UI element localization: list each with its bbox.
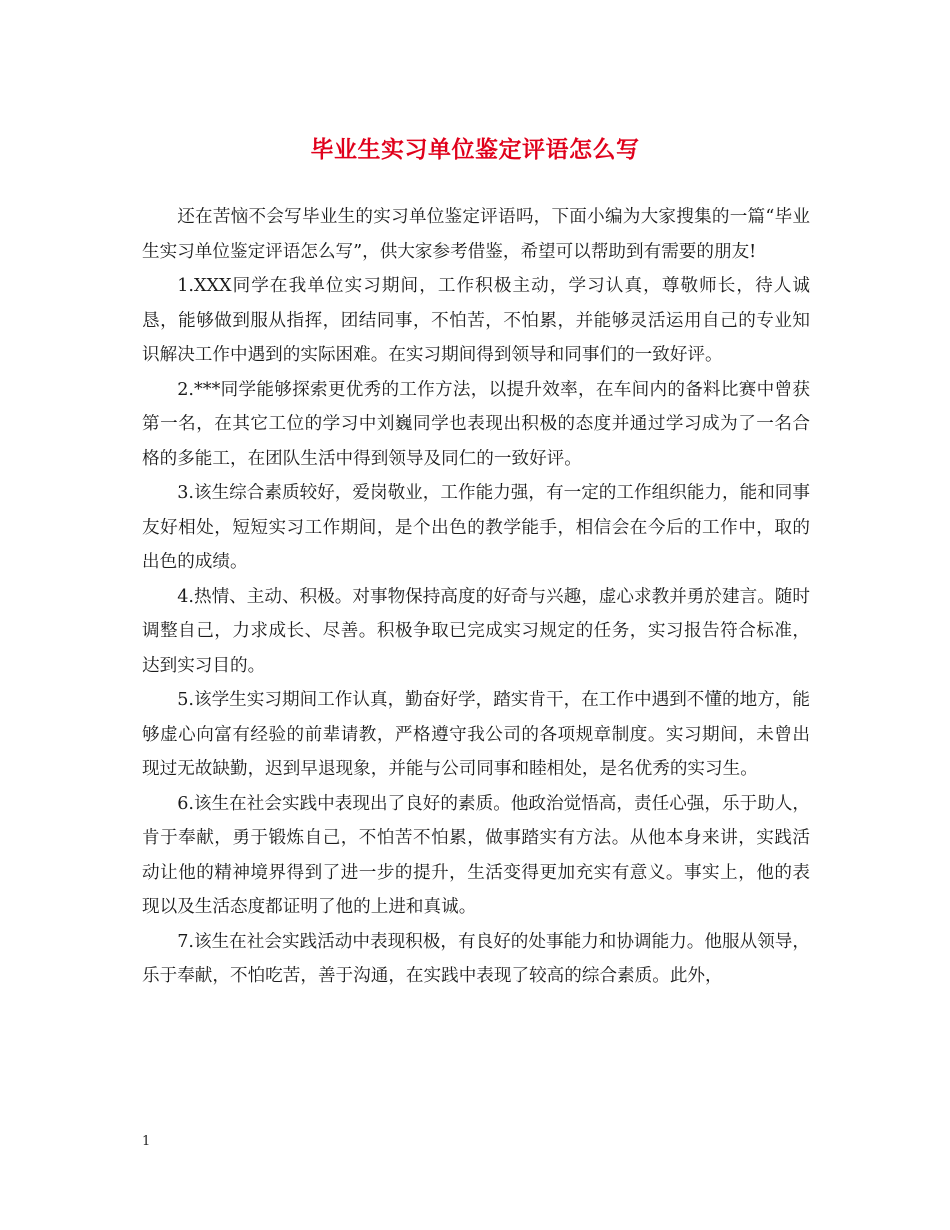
paragraph-item-4: 4.热情、主动、积极。对事物保持高度的好奇与兴趣，虚心求教并勇於建言。随时调整自己，力求成长、尽善。积极争取已完成实习规定的任务，实习报告符合标准，达到实习目的。: [142, 586, 810, 676]
paragraph-item-7: 7.该生在社会实践活动中表现积极，有良好的处事能力和协调能力。他服从领导，乐于奉献，不怕吃苦，善于沟通，在实践中表现了较高的综合素质。此外，: [142, 931, 810, 986]
intro-paragraph: 还在苦恼不会写毕业生的实习单位鉴定评语吗，下面小编为大家搜集的一篇“毕业生实习单位鉴定评语怎么写”，供大家参考借鉴，希望可以帮助到有需要的朋友!: [142, 207, 810, 262]
paragraph-item-2: 2.***同学能够探索更优秀的工作方法，以提升效率，在车间内的备料比赛中曾获第一名，在其它工位的学习中刘巍同学也表现出积极的态度并通过学习成为了一名合格的多能工，在团队生活中得到领导及同仁的一致好评。: [142, 379, 810, 469]
paragraph-item-1: 1.XXX同学在我单位实习期间，工作积极主动，学习认真，尊敬师长，待人诚恳，能够做到服从指挥，团结同事，不怕苦，不怕累，并能够灵活运用自己的专业知识解决工作中遇到的实际困难。在实习期间得到领导和同事们的一致好评。: [142, 276, 810, 365]
page-title: 毕业生实习单位鉴定评语怎么写: [310, 136, 640, 163]
paragraph-item-5: 5.该学生实习期间工作认真，勤奋好学，踏实肯干，在工作中遇到不懂的地方，能够虚心向富有经验的前辈请教，严格遵守我公司的各项规章制度。实习期间，未曾出现过无故缺勤，迟到早退现象，并能与公司同事和睦相处，是名优秀的实习生。: [142, 690, 810, 779]
page-number: 1: [142, 1134, 151, 1149]
paragraph-item-6: 6.该生在社会实践中表现出了良好的素质。他政治觉悟高，责任心强，乐于助人，肯于奉献，勇于锻炼自己，不怕苦不怕累，做事踏实有方法。从他本身来讲，实践活动让他的精神境界得到了进一步的提升，生活变得更加充实有意义。事实上，他的表现以及生活态度都证明了他的上进和真诚。: [142, 793, 810, 917]
document-body: [142, 200, 810, 994]
paragraph-item-3: 3.该生综合素质较好，爱岗敬业，工作能力强，有一定的工作组织能力，能和同事友好相处，短短实习工作期间，是个出色的教学能手，相信会在今后的工作中，取的出色的成绩。: [142, 483, 810, 572]
